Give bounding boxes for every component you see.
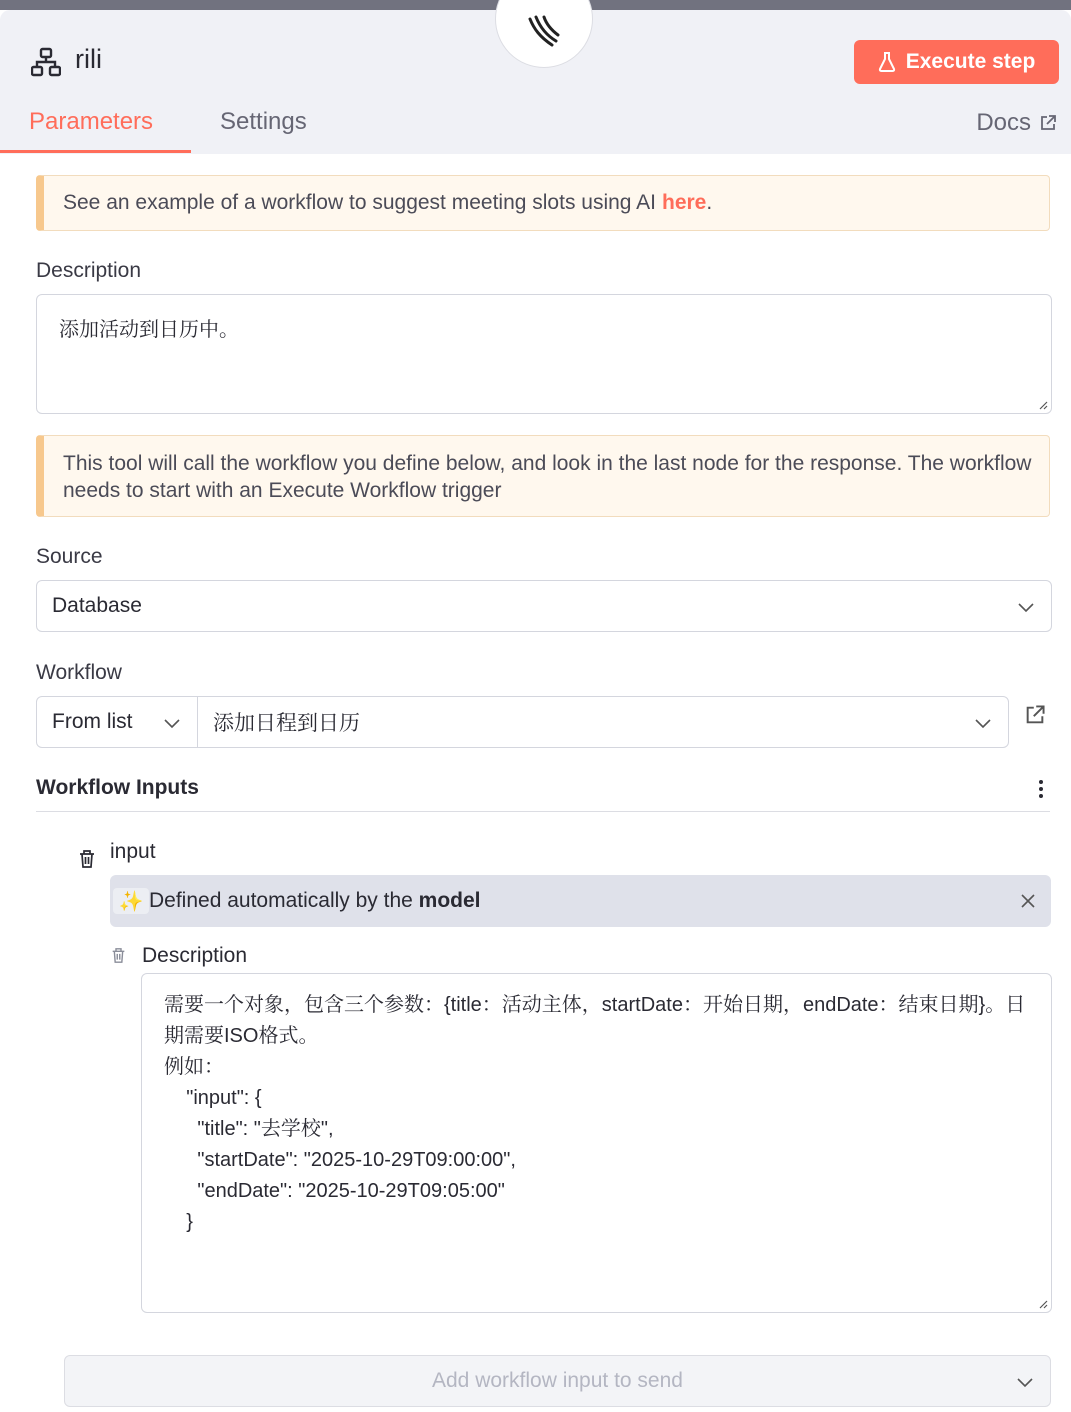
tool-notice-text: This tool will call the workflow you define below, and look in the last node for the response. The workflow needs to start with an Execute Workflow trigger (63, 452, 1032, 502)
more-vertical-icon[interactable] (1036, 778, 1046, 800)
input-description-textarea[interactable] (141, 973, 1052, 1313)
flask-icon (878, 52, 896, 72)
example-notice-link[interactable]: here (662, 191, 707, 214)
node-icon (31, 47, 61, 77)
add-workflow-input-select[interactable] (64, 1355, 1051, 1407)
workflow-mode-select[interactable] (36, 696, 198, 748)
description-textarea[interactable] (36, 294, 1052, 414)
input-description-label: Description (142, 944, 248, 967)
source-value: Database (52, 594, 142, 617)
input-field-name: input (110, 840, 156, 863)
tab-settings[interactable]: Settings (220, 108, 307, 135)
node-type-badge[interactable] (495, 0, 593, 68)
node-type-icon (524, 15, 564, 55)
model-defined-bold: model (418, 889, 481, 912)
execute-step-label: Execute step (905, 50, 1036, 73)
add-workflow-input-placeholder: Add workflow input to send (432, 1369, 683, 1392)
trash-icon[interactable] (111, 947, 126, 964)
example-notice-suffix: . (706, 191, 713, 214)
external-link-icon (1039, 114, 1057, 132)
example-notice-text: See an example of a workflow to suggest meeting slots using AI (63, 191, 656, 214)
trash-icon[interactable] (78, 849, 96, 869)
sparkle-icon: ✨ (113, 888, 149, 914)
source-label: Source (36, 545, 103, 568)
chevron-down-icon (163, 714, 181, 732)
tool-notice (36, 435, 1050, 517)
close-icon[interactable] (1021, 894, 1035, 908)
tab-parameters[interactable]: Parameters (29, 108, 154, 135)
model-defined-prefix: Defined automatically by the (149, 889, 419, 912)
input-description-value: 需要一个对象，包含三个参数：{title：活动主体，startDate：开始日期，endDate：结束日期}。日期需要ISO格式。 例如： "input": { "title": "去学校", "startDate": "2025-10-29T09:00:00", "endDate": "2025-10-29T09:05:00" } (164, 994, 1026, 1233)
workflow-select[interactable] (197, 696, 1009, 748)
description-value: 添加活动到日历中。 (59, 319, 239, 341)
description-label: Description (36, 259, 142, 282)
workflow-mode-value: From list (52, 710, 133, 733)
source-select[interactable] (36, 580, 1052, 632)
execute-step-button[interactable] (854, 40, 1059, 84)
inputs-divider (36, 811, 1050, 812)
resize-handle-icon[interactable] (1038, 1299, 1048, 1309)
docs-link[interactable] (976, 109, 1057, 137)
active-tab-indicator (0, 150, 191, 153)
workflow-value: 添加日程到日历 (213, 712, 360, 735)
workflow-label: Workflow (36, 661, 122, 684)
chevron-down-icon (1017, 598, 1035, 616)
open-workflow-external-link-icon[interactable] (1024, 704, 1046, 726)
docs-label: Docs (976, 109, 1031, 136)
node-title[interactable]: rili (75, 44, 102, 74)
chevron-down-icon (1016, 1373, 1034, 1391)
resize-handle-icon[interactable] (1038, 400, 1048, 410)
example-notice (36, 175, 1050, 231)
model-defined-field (110, 875, 1051, 927)
workflow-inputs-title: Workflow Inputs (36, 776, 199, 799)
chevron-down-icon (974, 714, 992, 732)
